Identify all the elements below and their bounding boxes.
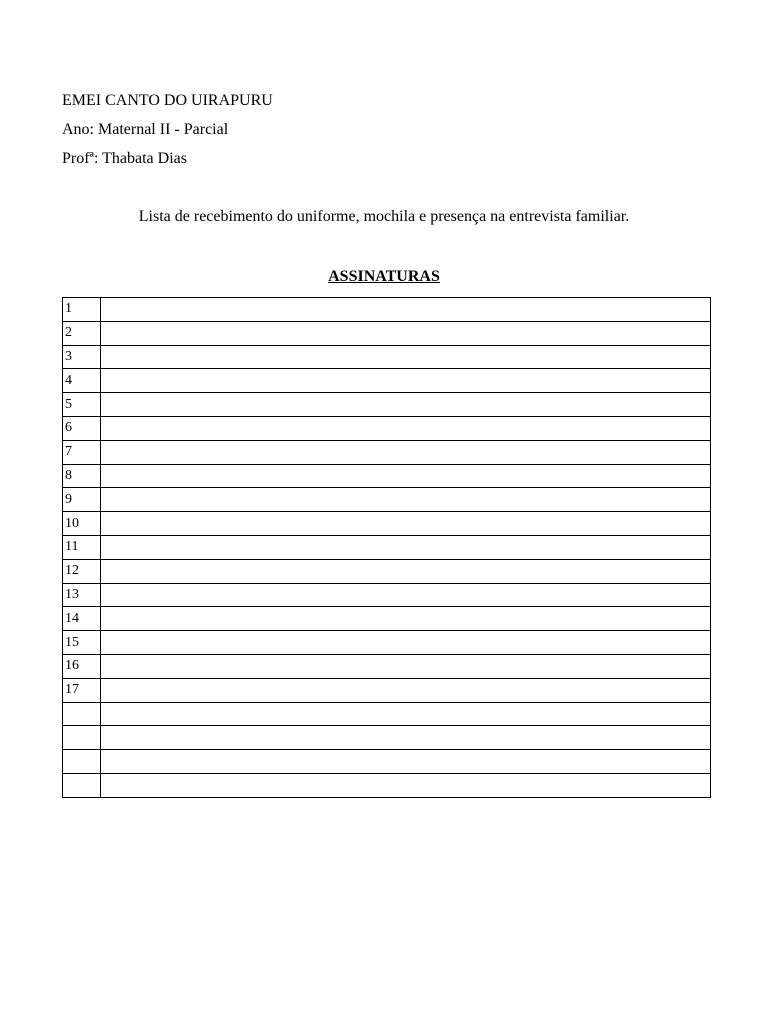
signature-cell[interactable] <box>101 750 711 774</box>
table-row <box>63 559 711 583</box>
signature-cell[interactable] <box>101 440 711 464</box>
signature-cell[interactable] <box>101 702 711 726</box>
row-number: 5 <box>63 393 101 417</box>
table-row <box>63 654 711 678</box>
row-number: 9 <box>63 488 101 512</box>
table-row <box>63 512 711 536</box>
row-number: 14 <box>63 607 101 631</box>
signature-cell[interactable] <box>101 512 711 536</box>
row-number: 13 <box>63 583 101 607</box>
table-row <box>63 298 711 322</box>
table-row <box>63 702 711 726</box>
row-number: 17 <box>63 678 101 702</box>
table-row <box>63 535 711 559</box>
row-number: 8 <box>63 464 101 488</box>
signature-cell[interactable] <box>101 298 711 322</box>
row-number: 12 <box>63 559 101 583</box>
row-number: 15 <box>63 631 101 655</box>
teacher-line: Profª: Thabata Dias <box>62 150 187 167</box>
table-row <box>63 631 711 655</box>
signature-cell[interactable] <box>101 654 711 678</box>
table-row <box>63 678 711 702</box>
row-number: 2 <box>63 321 101 345</box>
table-row <box>63 369 711 393</box>
signature-table-body <box>63 298 711 798</box>
row-number: 16 <box>63 654 101 678</box>
list-description: Lista de recebimento do uniforme, mochila e presença na entrevista familiar. <box>138 208 630 225</box>
row-number: 11 <box>63 535 101 559</box>
table-row <box>63 416 711 440</box>
table-row <box>63 464 711 488</box>
signature-cell[interactable] <box>101 726 711 750</box>
school-name: EMEI CANTO DO UIRAPURU <box>62 92 273 109</box>
table-row <box>63 750 711 774</box>
table-row <box>63 321 711 345</box>
row-number: 1 <box>63 298 101 322</box>
row-number: 7 <box>63 440 101 464</box>
signature-cell[interactable] <box>101 321 711 345</box>
signature-cell[interactable] <box>101 678 711 702</box>
signature-cell[interactable] <box>101 488 711 512</box>
row-number: 10 <box>63 512 101 536</box>
table-row <box>63 726 711 750</box>
signatures-title: ASSINATURAS <box>328 268 440 285</box>
signature-cell[interactable] <box>101 535 711 559</box>
signature-cell[interactable] <box>101 369 711 393</box>
row-number: 6 <box>63 416 101 440</box>
grade-line: Ano: Maternal II - Parcial <box>62 121 229 138</box>
row-number <box>63 750 101 774</box>
table-row <box>63 488 711 512</box>
table-row <box>63 345 711 369</box>
signature-cell[interactable] <box>101 773 711 797</box>
row-number: 4 <box>63 369 101 393</box>
row-number <box>63 702 101 726</box>
signature-cell[interactable] <box>101 464 711 488</box>
table-row <box>63 773 711 797</box>
table-row <box>63 393 711 417</box>
signature-cell[interactable] <box>101 345 711 369</box>
signature-cell[interactable] <box>101 416 711 440</box>
table-row <box>63 607 711 631</box>
signature-cell[interactable] <box>101 559 711 583</box>
signature-table <box>62 297 711 798</box>
signature-cell[interactable] <box>101 631 711 655</box>
row-number <box>63 726 101 750</box>
signature-cell[interactable] <box>101 583 711 607</box>
signature-cell[interactable] <box>101 607 711 631</box>
row-number <box>63 773 101 797</box>
signature-cell[interactable] <box>101 393 711 417</box>
table-row <box>63 583 711 607</box>
table-row <box>63 440 711 464</box>
row-number: 3 <box>63 345 101 369</box>
